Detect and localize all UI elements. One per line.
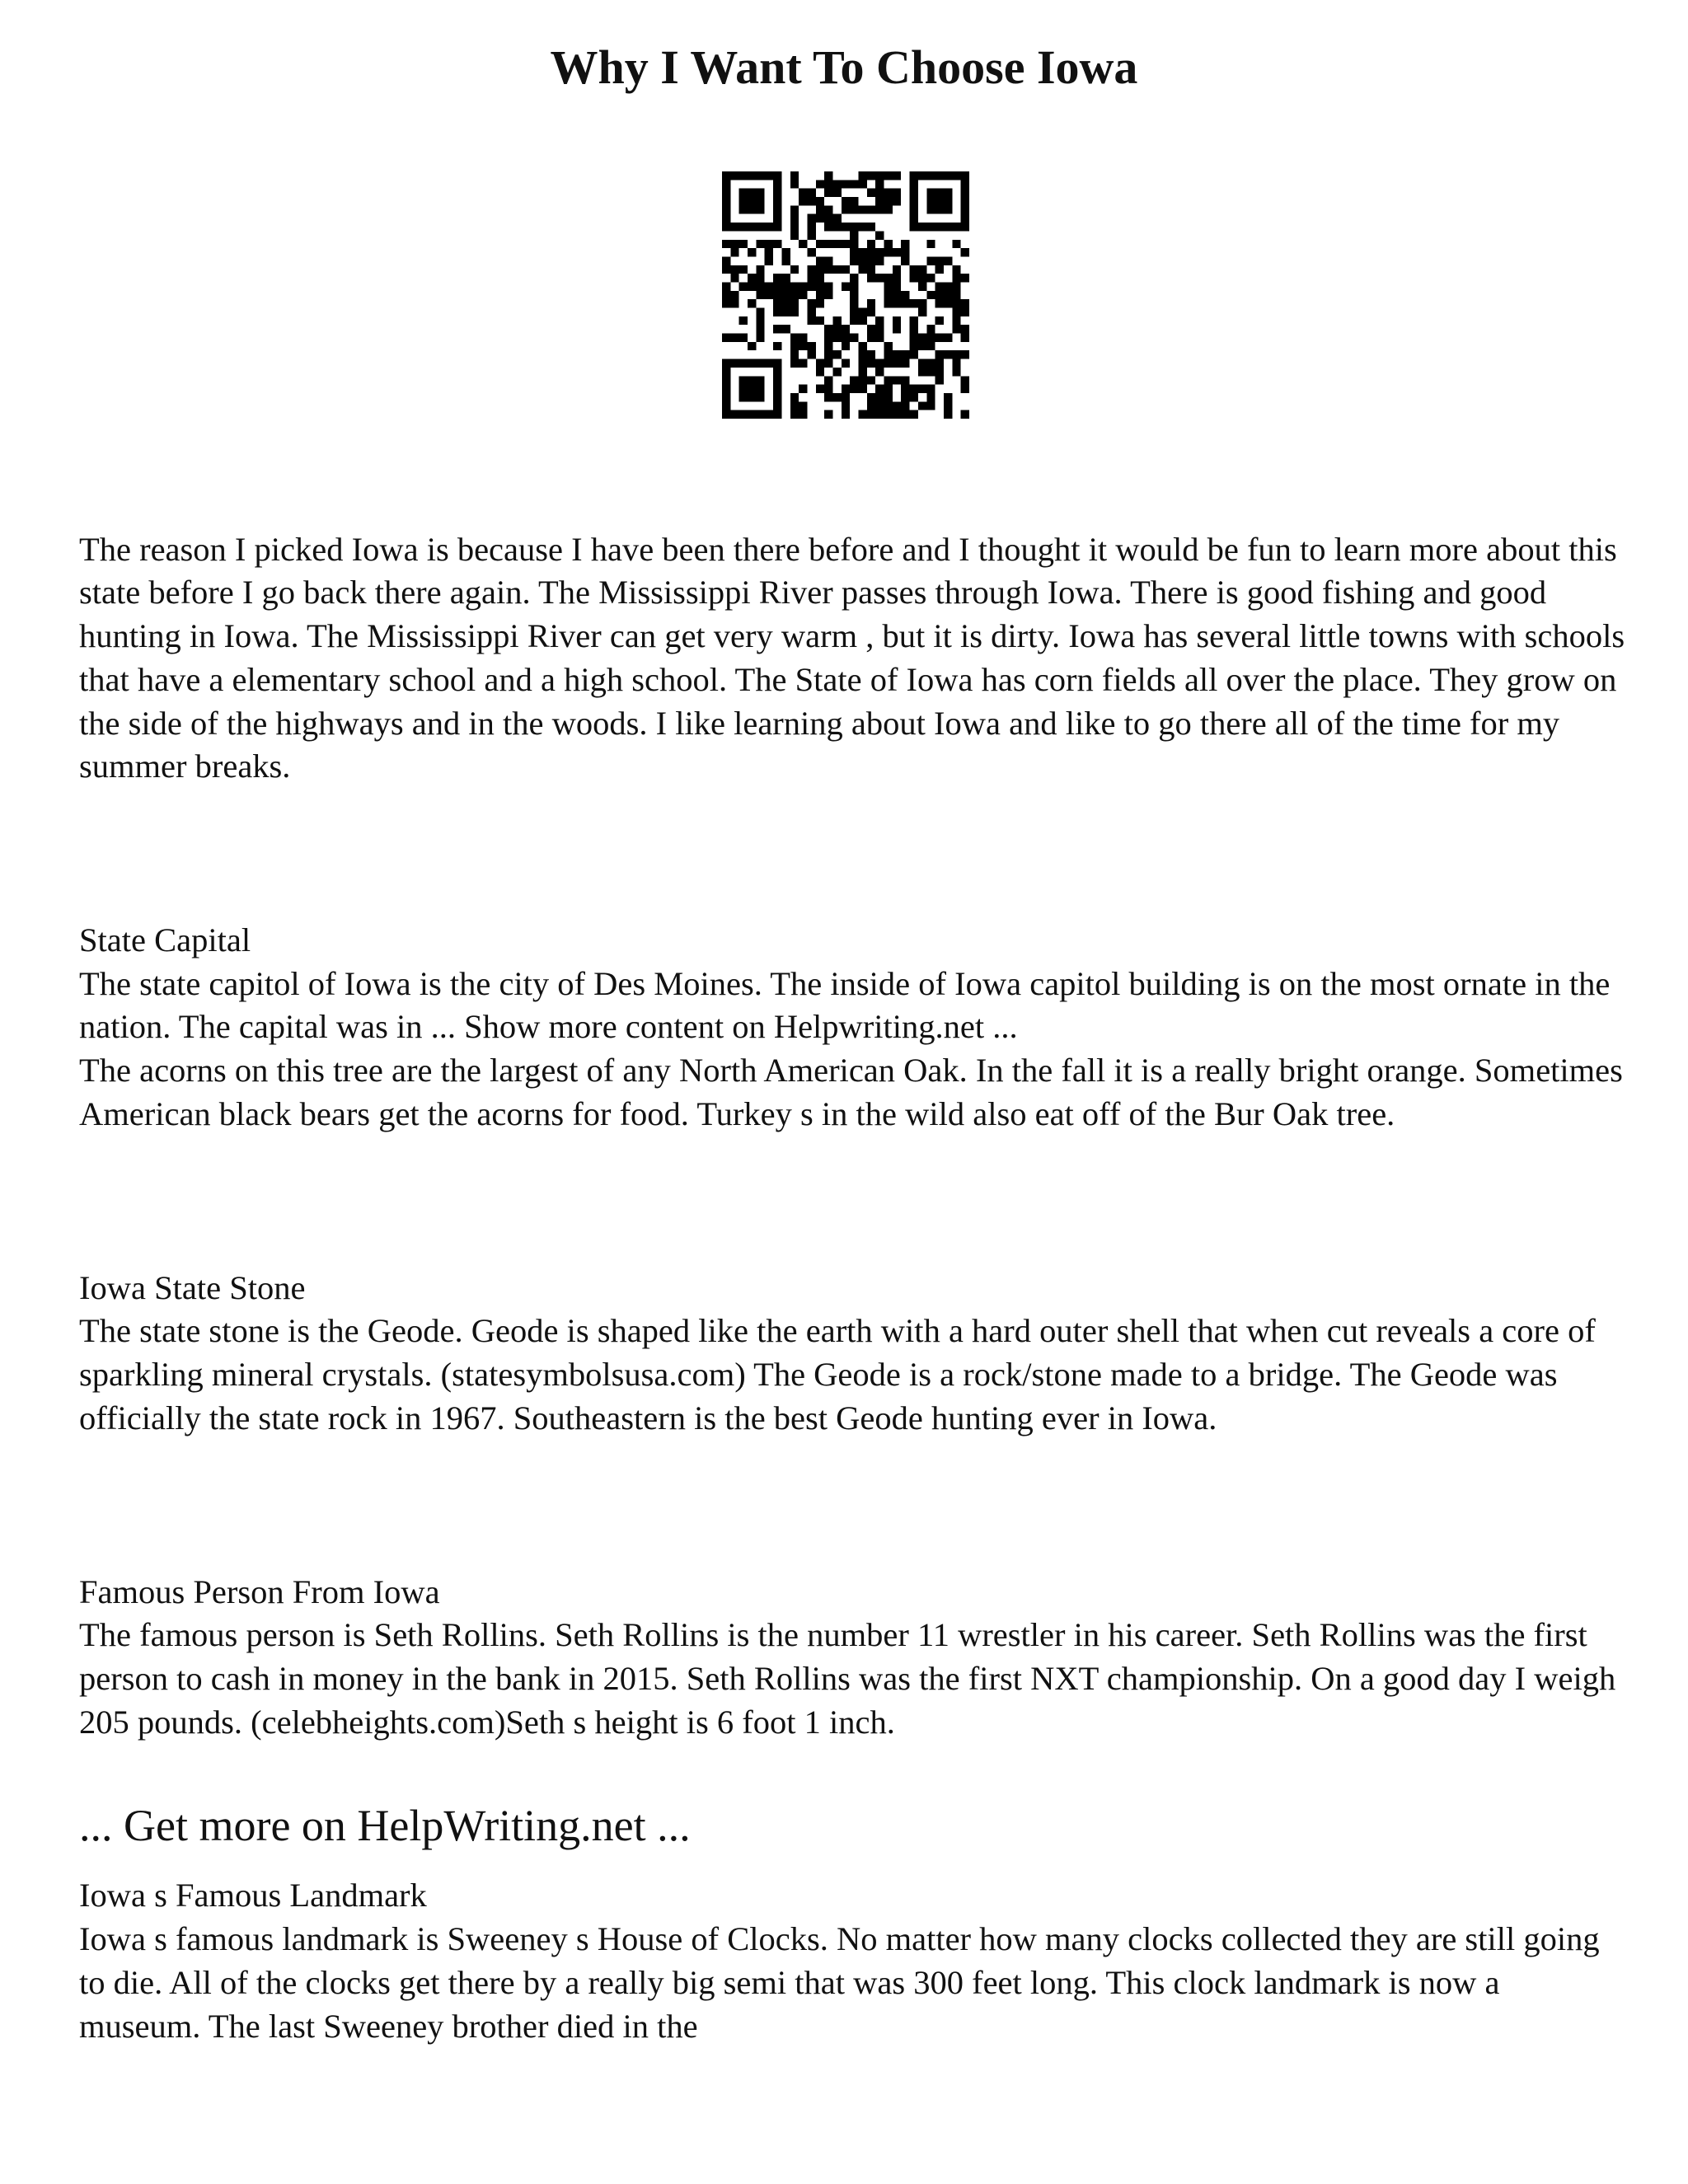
paragraph-famous-landmark: Iowa s Famous Landmark Iowa s famous landmark is Sweeney s House of Clocks. No matter how many clocks collected they are still going to die. All of the clocks get there by a really big semi that was 300 feet long. This clock landmark is now a museum. The last Sweeney brother died in the — [79, 1877, 1600, 2045]
paragraph-state-stone: Iowa State Stone The state stone is the Geode. Geode is shaped like the earth with a hard outer shell that when cut reveals a core of sparkling mineral crystals. (statesymbolsusa.com) The Geode is a rock/stone made to a bridge. The Geode was officially the state rock in 1967. Southeastern is the best Geode hunting ever in Iowa. — [79, 1268, 1596, 1436]
get-more-link[interactable]: ... Get more on HelpWriting.net ... — [79, 1801, 691, 1850]
paragraph-intro: The reason I picked Iowa is because I have been there before and I thought it would be fun to learn more about this state before I go back there again. The Mississippi River passes through Iowa. There is good fishing and good hunting in Iowa. The Mississippi River can get very warm , but it is dirty. Iowa has several little towns with schools that have a elementary school and a high school. The State of Iowa has corn fields all over the place. They grow on the side of the highways and in the woods. I like learning about Iowa and like to go there all of the time for my summer breaks. — [79, 530, 1625, 785]
qr-code-icon[interactable] — [722, 171, 969, 419]
paragraph-state-capital: State Capital The state capitol of Iowa is the city of Des Moines. The inside of Iowa capitol building is on the most ornate in the nation. The capital was in ... Show more content on Helpwriting.net ... The acorns on this tree are the largest of any North American Oak. In the fall it is a really bright orange. Sometimes American black bears get the acorns for food. Turkey s in the wild also eat off of the Bur Oak tree. — [79, 921, 1623, 1132]
page-title: Why I Want To Choose Iowa — [550, 40, 1138, 94]
qr-code-graphic — [722, 171, 969, 419]
paragraph-famous-person: Famous Person From Iowa The famous person is Seth Rollins. Seth Rollins is the number 11 wrestler in his career. Seth Rollins was the first person to cash in money in the bank in 2015. Seth Rollins was the first NXT championship. On a good day I weigh 205 pounds. (celebheights.com)Seth s height is 6 foot 1 inch. — [79, 1572, 1616, 1741]
